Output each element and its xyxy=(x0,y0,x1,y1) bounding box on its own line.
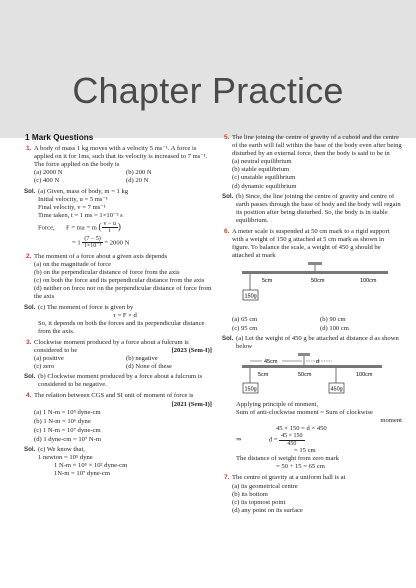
distance-label: 45cm xyxy=(264,358,278,365)
options xyxy=(34,169,212,185)
solution-6 xyxy=(222,335,402,472)
option-d: (d) 20 N xyxy=(126,177,149,185)
chapter-title: Chapter Practice xyxy=(72,70,344,111)
solution-line: (c) We know that, xyxy=(38,446,85,453)
question-number: 2. xyxy=(26,252,32,260)
balanced-scale-figure xyxy=(236,353,386,399)
question-1 xyxy=(24,145,212,185)
option-d: (d) 1 dyne-cm = 10⁷ N-m xyxy=(34,435,101,443)
solution-line: (a) Given, mass of body, m = 1 kg xyxy=(38,187,129,195)
option-a: (a) 2000 N xyxy=(34,169,63,177)
question-number: 7. xyxy=(224,474,230,482)
question-6 xyxy=(222,228,402,333)
rigid-support xyxy=(298,353,310,356)
solution-line: The distance of weight from zero mark xyxy=(236,455,339,463)
solution-line: 1N-m = 10⁷ dyne-cm xyxy=(54,470,111,478)
option-a: (a) its geometrical centre xyxy=(232,482,298,490)
option-d: (d) 100 cm xyxy=(320,324,349,332)
option-c: (c) 1 N-m = 10⁷ dyne-cm xyxy=(34,426,101,434)
fraction: $\frac{v - u}{t}$ xyxy=(103,220,116,235)
question-text: The centre of gravity at a uniform ball is at xyxy=(232,474,346,482)
option-b: (b) 200 N xyxy=(126,169,152,177)
question-7 xyxy=(222,474,402,514)
solution-4 xyxy=(24,446,212,478)
distance-label: d xyxy=(316,358,320,365)
solution-label: Sol. xyxy=(24,373,36,381)
mark-label: 50cm xyxy=(298,371,312,378)
mark-label: 100cm xyxy=(360,278,377,285)
option-b: (b) its bottom xyxy=(232,490,268,498)
solution-line: moment xyxy=(380,416,402,424)
option-c: (c) 400 N xyxy=(34,177,60,185)
solution-label: Sol. xyxy=(24,187,36,195)
question-text: The relation between CGS and SI unit of moment of force is xyxy=(34,392,194,400)
exam-tag: [2023 (Sem-I)] xyxy=(171,346,212,354)
solution-line: So, it depends on both the forces and its perpendicular distance from the axis. xyxy=(38,319,205,335)
option-a: (a) neutral equilibrium xyxy=(232,158,292,166)
solution-line: Final velocity, v = 7 ms⁻¹ xyxy=(38,203,106,211)
solution-line: Initial velocity, u = 5 ms⁻¹ xyxy=(38,195,108,203)
force-equation: Force, F = ma = m ( $\frac{v - u}{t}$ ) xyxy=(38,220,121,235)
solution-label: Sol. xyxy=(24,446,36,453)
left-column xyxy=(24,134,212,478)
question-text: The moment of a force about a given axis depends xyxy=(34,252,168,260)
option-a: (a) 1 N-m = 10⁵ dyne-cm xyxy=(34,408,101,416)
question-2 xyxy=(24,253,212,302)
options xyxy=(232,316,402,332)
solution-line: 1 newton = 10⁵ dyne xyxy=(38,454,93,462)
chapter-header xyxy=(0,0,416,138)
option-d: (d) dynamic equilibrium xyxy=(232,182,297,190)
option-d: (d) neither on force nor on the perpendicular distance of force from the axis xyxy=(34,285,212,301)
option-a: (a) positive xyxy=(34,355,64,363)
question-number: 5. xyxy=(224,134,230,141)
distance-equation: ⇒ d = $\frac{45 \times 150}{450}$ xyxy=(236,433,303,447)
solution-label: Sol. xyxy=(24,303,36,311)
solution-line: 1 N-m = 10⁵ × 10² dyne-cm xyxy=(54,462,128,470)
question-number: 3. xyxy=(26,338,32,346)
option-b: (b) stable equilibrium xyxy=(232,166,290,174)
solution-label: Sol. xyxy=(222,192,234,200)
option-b: (b) 90 cm xyxy=(320,316,346,324)
option-c: (c) unstable equilibrium xyxy=(232,174,296,182)
solution-line: Time taken, t = 1 ms = 1×10⁻³ s xyxy=(38,211,123,219)
meter-scale-figure xyxy=(232,262,392,314)
exam-tag: [2021 (Sem-I)] xyxy=(171,400,212,408)
mark-label: 5cm xyxy=(262,278,273,285)
solution-3 xyxy=(24,373,212,389)
mark-label: 50cm xyxy=(311,278,325,285)
question-5 xyxy=(222,134,402,191)
solution-line: Applying principle of moment, xyxy=(236,400,319,408)
mark-label: 5cm xyxy=(258,371,269,378)
right-column xyxy=(222,134,402,515)
meter-scale xyxy=(242,271,388,274)
question-number: 4. xyxy=(26,392,32,400)
question-text: Clockwise moment produced by a force about a fulcrum is considered to be xyxy=(34,338,189,354)
fraction: $\frac{(7 - 5)}{\text{1×10⁻³}}$ xyxy=(83,235,102,250)
option-d: (d) None of these xyxy=(126,363,172,371)
option-b: (b) 1 N-m = 10⁶ dyne xyxy=(34,417,91,425)
solution-2 xyxy=(24,304,212,336)
option-c: (c) on both the force and its perpendicular distance from the axis xyxy=(34,277,205,285)
mark-label: 100cm xyxy=(356,371,373,378)
option-c: (c) its topmost point xyxy=(232,498,286,506)
question-4 xyxy=(24,392,212,444)
weight-label: 150g xyxy=(244,386,257,393)
rigid-support xyxy=(308,262,322,265)
weight-label: 450g xyxy=(330,386,343,393)
meter-scale xyxy=(242,365,382,368)
question-number: 6. xyxy=(224,228,230,236)
option-d: (d) any point on its surface xyxy=(232,506,303,514)
option-c: (c) 95 cm xyxy=(232,324,258,332)
option-c: (c) zero xyxy=(34,363,55,371)
option-b: (b) negative xyxy=(126,355,158,363)
question-text: A meter scale is suspended at 50 cm mark to a rigid support with a weight of 150 g attached at 5 cm mark as shown in figure. To balance the scale, a weight of 450 g should be attached at mark xyxy=(232,228,390,260)
solution-5 xyxy=(222,193,402,225)
section-title: 1 Mark Questions xyxy=(25,133,94,142)
solution-line: Sum of anti-clockwise moment = Sum of clockwise xyxy=(236,408,373,416)
solution-label: Sol. xyxy=(222,334,234,342)
solution-line: (b) Clockwise moment produced by a force about a fulcrum is considered to be negative. xyxy=(38,373,203,389)
solution-line: = 50 + 15 = 65 cm xyxy=(276,463,325,471)
solution-line: = 15 cm xyxy=(294,447,316,455)
option-a: (a) 65 cm xyxy=(232,316,258,324)
force-result: = 1 $\frac{(7 - 5)}{\text{1×10⁻³}}$ = 2000 N xyxy=(72,235,130,250)
solution-1 xyxy=(24,188,212,250)
solution-line: (a) Let the weight of 450 g be attached at distance d as shown below xyxy=(236,334,399,350)
weight-label: 150g xyxy=(244,293,257,300)
question-text: A body of mass 1 kg moves with a velocity 5 ms⁻¹. A force is applied on it for 1ms, such that its velocity is increased to 7 ms⁻¹. The force applied on the body is xyxy=(34,145,208,169)
option-b: (b) on the perpendicular distance of force from the axis xyxy=(34,269,180,277)
force-expr: F = ma = m xyxy=(65,224,97,232)
solution-line: 45 × 150 = d × 450 xyxy=(276,425,327,433)
question-number: 1. xyxy=(26,145,32,153)
options xyxy=(34,355,212,371)
question-text: The line joining the centre of gravity of a cuboid and the centre of the earth will fall within the base of the body even after being disturbed by an external force, then the body is said to be in xyxy=(232,134,402,158)
solution-line: (c) The moment of force is given by xyxy=(38,303,134,311)
fraction: $\frac{45 \times 150}{450}$ xyxy=(281,433,303,447)
solution-line: τ = F × d xyxy=(113,311,137,319)
force-label: Force, xyxy=(38,224,55,232)
option-a: (a) on the magnitude of force xyxy=(34,261,112,269)
question-3 xyxy=(24,339,212,371)
solution-line: (b) Since, the line joining the centre of gravity and centre of earth passes through the base of body and the body will regain its position after being disturbed. So, the body is in stable equilibrium. xyxy=(236,192,401,224)
